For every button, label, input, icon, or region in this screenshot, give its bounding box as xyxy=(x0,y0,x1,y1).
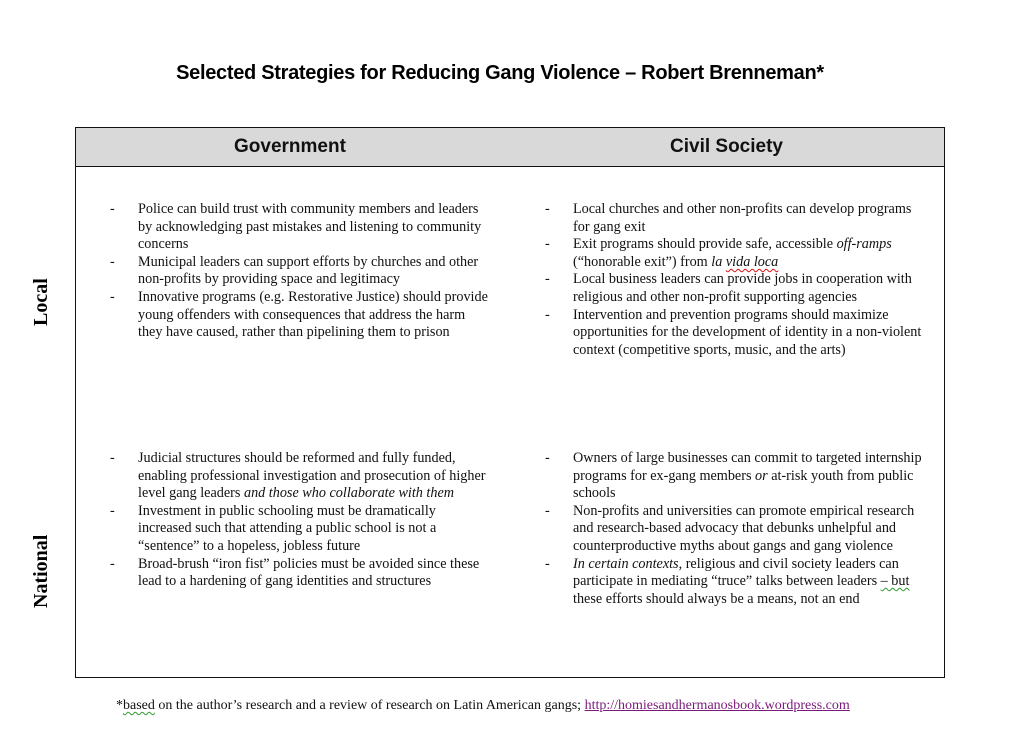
list-item-text: , religious and civil society leaders can participate in mediating “truce” talks between leaders xyxy=(573,555,899,590)
document-title: Selected Strategies for Reducing Gang Violence – Robert Brenneman* xyxy=(176,62,824,84)
list-item-text: (“honorable exit”) from xyxy=(573,253,712,270)
list-item-text: la xyxy=(711,253,726,270)
list-item-text: or xyxy=(755,467,768,484)
list-item xyxy=(545,450,925,503)
footnote-spellcheck-word: based xyxy=(123,698,155,713)
list-item xyxy=(545,503,925,556)
list-item-text: Municipal leaders can support efforts by churches and other non-profits by providing space and legitimacy xyxy=(138,253,479,288)
list-item xyxy=(545,201,925,236)
cell-government-local xyxy=(110,201,490,342)
footnote-marker: * xyxy=(116,698,123,713)
list-item xyxy=(110,450,490,503)
list-item-text: these efforts should always be a means, not an end xyxy=(573,590,860,607)
list-item-text: Investment in public schooling must be dramatically increased such that attending a public school is not a “sentence” to a hopeless, jobless future xyxy=(138,502,437,554)
list-item-text: at-risk youth from public schools xyxy=(573,467,914,502)
list-item-text: and those who collaborate with them xyxy=(243,485,455,502)
list-item-text: Non-profits and universities can promote empirical research and research-based advocacy that debunks unhelpful and counterproductive myths about gangs and gang violence xyxy=(573,502,915,554)
list-item-text: Owners of large businesses can commit to targeted internship programs for ex-gang members xyxy=(573,450,922,484)
list-item xyxy=(110,201,490,254)
list-item-text: vida loca xyxy=(725,253,779,270)
cell-civil-society-local xyxy=(545,201,925,359)
table-header-row xyxy=(76,128,944,167)
list-item-text: Innovative programs (e.g. Restorative Justice) should provide young offenders with consequences that address the harm they have caused, rather than pipelining them to prison xyxy=(138,288,488,341)
row-label-local: Local xyxy=(30,278,52,326)
list-item-text: Intervention and prevention programs should maximize opportunities for the development of identity in a non-violent context (competitive sports, music, and the arts) xyxy=(573,306,922,358)
footnote-text: on the author’s research and a review of research on Latin American gangs; xyxy=(154,698,585,713)
list-item xyxy=(110,289,490,342)
cell-civil-society-national xyxy=(545,450,925,608)
list-item xyxy=(110,254,490,289)
list-item xyxy=(545,307,925,360)
list-item-text: In certain contexts xyxy=(573,555,679,572)
list-item xyxy=(545,236,925,271)
list-item-text: Broad-brush “iron fist” policies must be avoided since these lead to a hardening of gang identities and structures xyxy=(138,555,480,590)
list-item-text: Local business leaders can provide jobs in cooperation with religious and other non-profit supporting agencies xyxy=(573,271,912,305)
cell-government-national xyxy=(110,450,490,591)
list-item-text: off-ramps xyxy=(836,236,892,253)
list-item-text: – but xyxy=(880,573,910,590)
list-item-text: Judicial structures should be reformed and fully funded, enabling professional investigation and prosecution of higher level gang leaders xyxy=(138,450,486,502)
list-item xyxy=(110,503,490,556)
row-label-national: National xyxy=(30,534,52,608)
list-item-text: Police can build trust with community members and leaders by acknowledging past mistakes and listening to community concerns xyxy=(138,201,482,253)
column-header-government: Government xyxy=(234,136,346,157)
list-item xyxy=(110,556,490,591)
footnote xyxy=(116,698,850,714)
list-item-text: Local churches and other non-profits can develop programs for gang exit xyxy=(573,201,912,235)
list-item xyxy=(545,556,925,609)
column-header-civil-society: Civil Society xyxy=(670,136,783,157)
footnote-link[interactable]: http://homiesandhermanosbook.wordpress.com xyxy=(584,698,850,713)
list-item-text: Exit programs should provide safe, accessible xyxy=(573,236,837,253)
list-item xyxy=(545,271,925,306)
